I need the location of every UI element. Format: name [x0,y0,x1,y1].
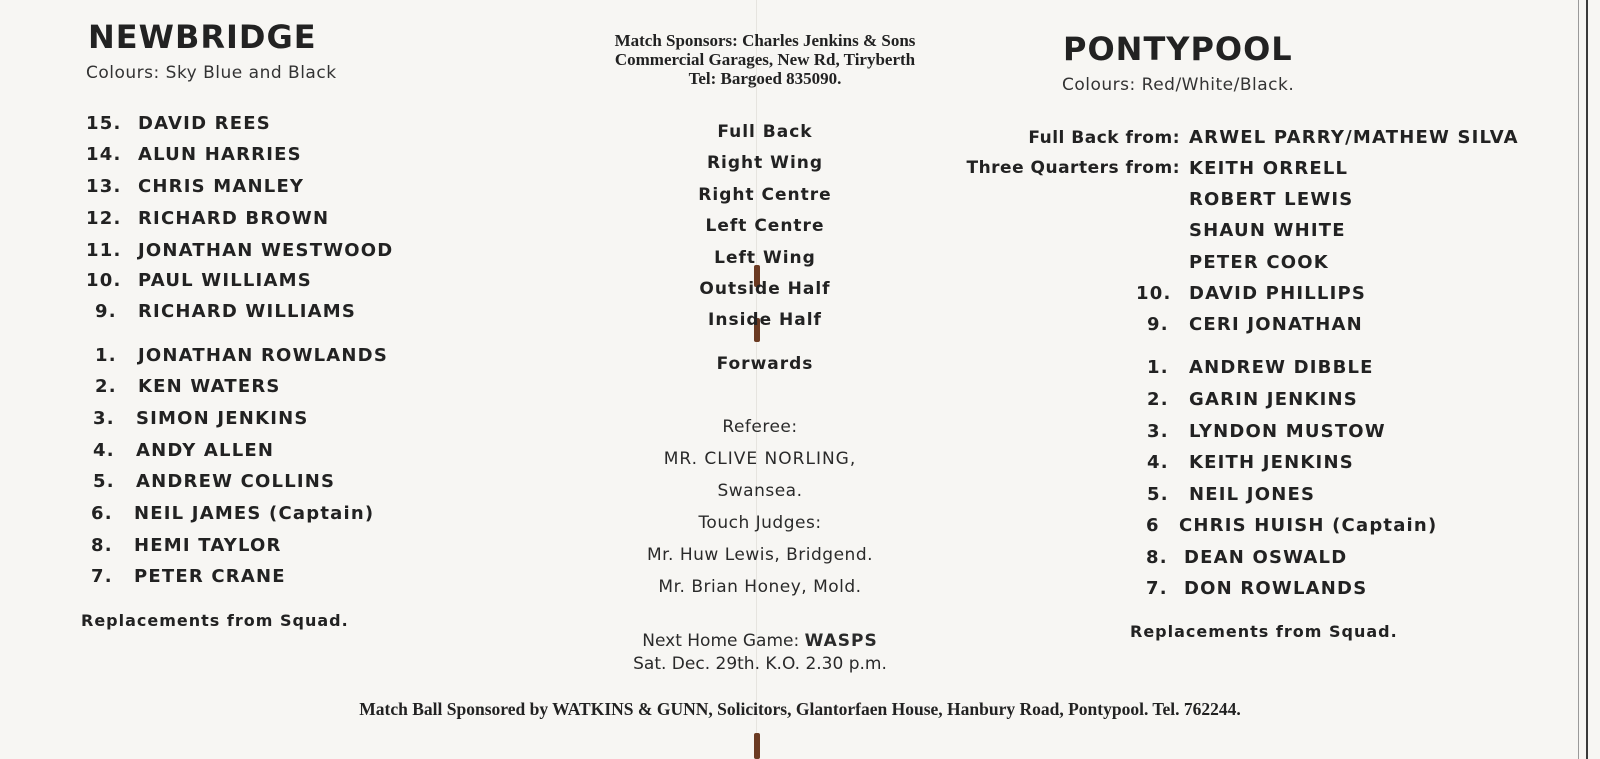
away-three-quarter: PETER COOK [1189,252,1329,273]
touch-judges-label: Touch Judges: [698,513,822,533]
position-label: Full Back [717,122,813,142]
page-edge [1586,0,1588,759]
position-label: Outside Half [699,279,831,299]
home-player: 5. ANDREW COLLINS [93,471,336,492]
home-replacements: Replacements from Squad. [81,611,349,630]
position-label: Left Centre [705,216,825,236]
three-quarters-label: Three Quarters from: [966,158,1180,178]
home-player: 6. NEIL JAMES (Captain) [91,503,375,524]
home-player: 8. HEMI TAYLOR [91,535,282,556]
page-edge [1578,0,1579,759]
match-ball-sponsor: Match Ball Sponsored by WATKINS & GUNN, Solicitors, Glantorfaen House, Hanbury Road, Pontypool. Tel. 762244. [359,699,1241,719]
position-label: Inside Half [708,310,822,330]
away-player: 7. DON ROWLANDS [1146,578,1368,599]
next-game-date: Sat. Dec. 29th. K.O. 2.30 p.m. [633,654,887,674]
touch-judge: Mr. Huw Lewis, Bridgend. [646,545,874,565]
home-team-colours: Colours: Sky Blue and Black [86,63,337,83]
away-player: 9. CERI JONATHAN [1147,314,1363,335]
home-player: 4. ANDY ALLEN [93,440,275,461]
position-label: Right Centre [698,185,832,205]
home-player: 13. CHRIS MANLEY [86,176,305,197]
touch-judge: Mr. Brian Honey, Mold. [658,577,862,597]
position-label: Forwards [716,354,814,374]
match-sponsors [555,31,975,88]
home-player: 11. JONATHAN WESTWOOD [86,240,394,261]
away-player: 1. ANDREW DIBBLE [1147,357,1374,378]
referee-town: Swansea. [717,481,803,501]
sponsor-line: Match Sponsors: Charles Jenkins & Sons [614,31,916,50]
staple [754,733,760,759]
away-three-quarter: SHAUN WHITE [1189,220,1346,241]
away-three-quarter: ROBERT LEWIS [1189,189,1354,210]
home-player: 9. RICHARD WILLIAMS [95,301,357,322]
position-label: Left Wing [714,248,816,268]
sponsor-line: Tel: Bargoed 835090. [688,69,842,88]
away-player: 5. NEIL JONES [1147,484,1316,505]
home-player: 2. KEN WATERS [95,376,281,397]
referee-label: Referee: [722,417,798,437]
away-full-back: ARWEL PARRY/MATHEW SILVA [1189,127,1519,148]
away-team-colours: Colours: Red/White/Black. [1062,75,1295,95]
away-three-quarter: KEITH ORRELL [1189,158,1349,179]
referee-name: MR. CLIVE NORLING, [663,449,857,469]
home-player: 14. ALUN HARRIES [86,144,302,165]
away-player: 8. DEAN OSWALD [1146,547,1348,568]
home-player: 15. DAVID REES [86,113,271,134]
full-back-label: Full Back from: [1028,128,1180,148]
home-team-name: NEWBRIDGE [88,18,317,56]
home-player: 7. PETER CRANE [91,566,286,587]
away-player: 2. GARIN JENKINS [1147,389,1358,410]
home-player: 10. PAUL WILLIAMS [86,270,312,291]
away-team-name: PONTYPOOL [1063,30,1293,68]
away-player: 4. KEITH JENKINS [1147,452,1354,473]
home-player: 1. JONATHAN ROWLANDS [95,345,388,366]
away-player: 6 CHRIS HUISH (Captain) [1146,515,1438,536]
away-player: 10. DAVID PHILLIPS [1136,283,1367,304]
home-player: 3. SIMON JENKINS [93,408,309,429]
sponsor-line: Commercial Garages, New Rd, Tiryberth [614,50,916,69]
next-game-label: Next Home Game: [642,631,800,651]
position-label: Right Wing [706,153,824,173]
away-replacements: Replacements from Squad. [1130,622,1398,641]
next-home-game [560,631,960,651]
next-game-opponent: WASPS [804,631,878,651]
away-player: 3. LYNDON MUSTOW [1147,421,1386,442]
home-player: 12. RICHARD BROWN [86,208,330,229]
